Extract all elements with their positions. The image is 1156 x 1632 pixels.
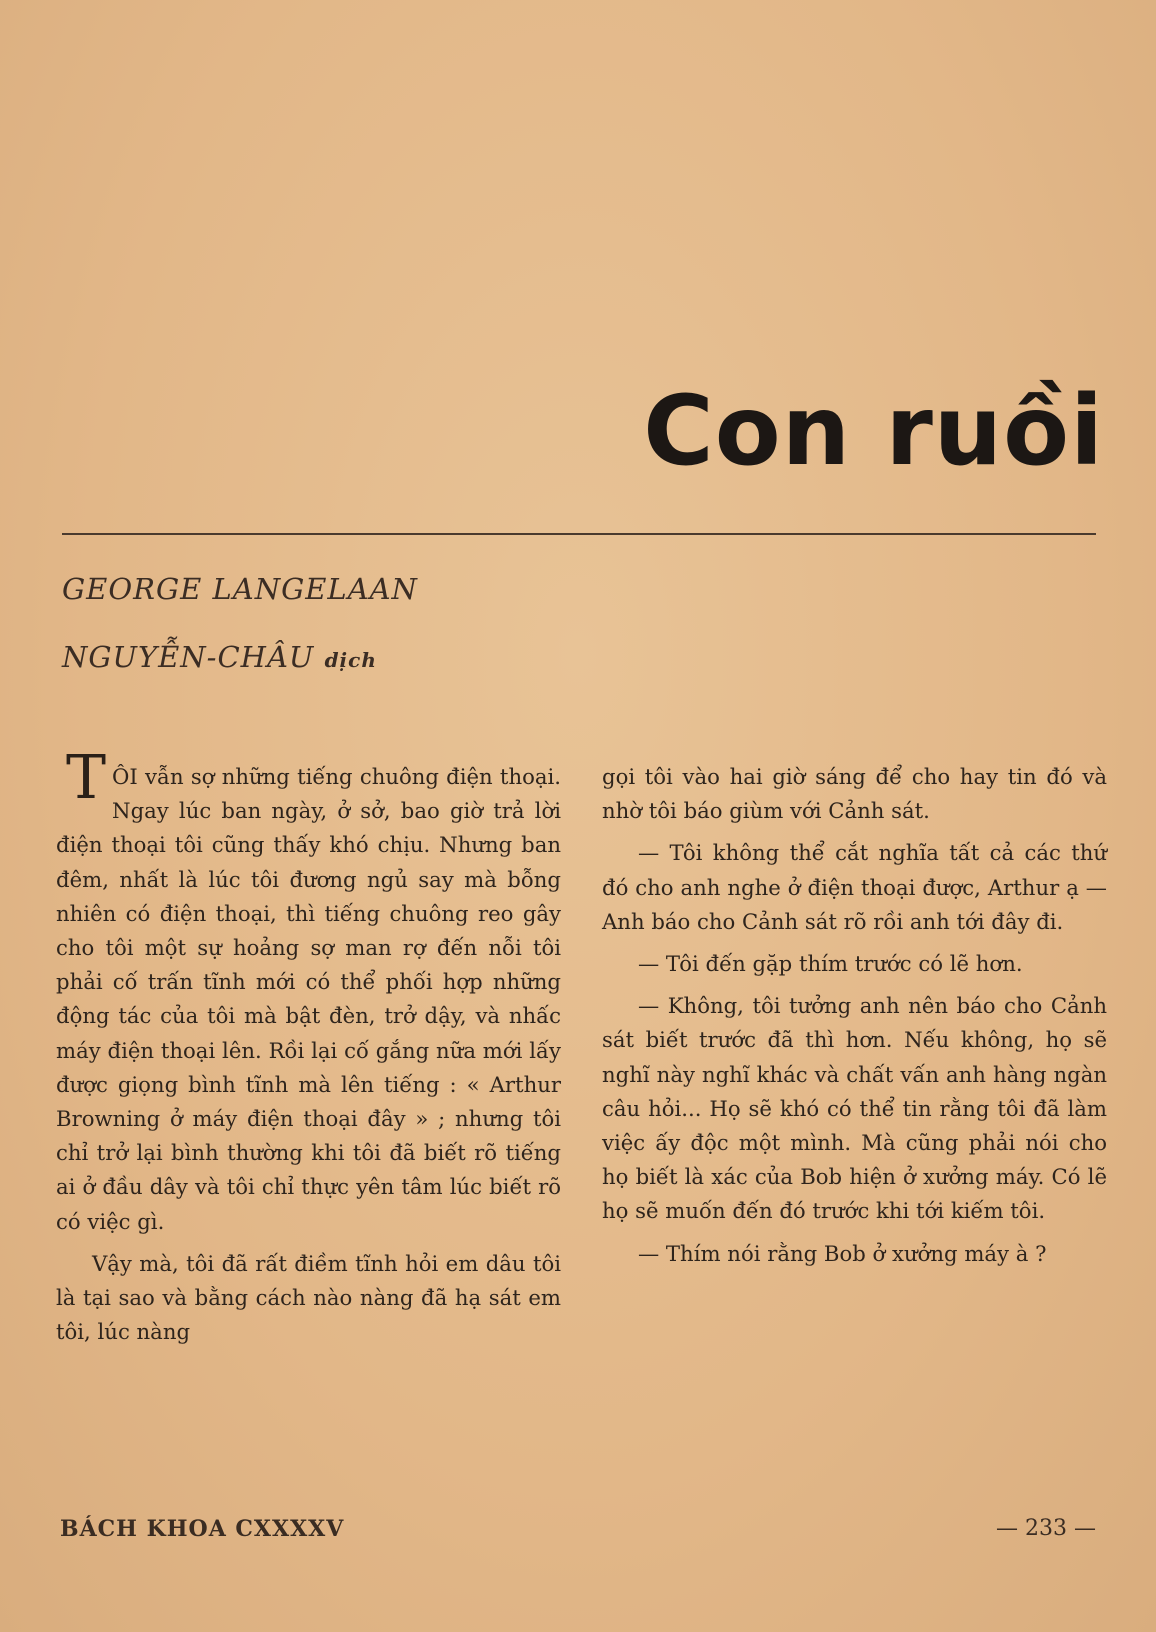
paragraph-text: ÔI vẫn sợ những tiếng chuông điện thoại. Ngay lúc ban ngày, ở sở, bao giờ trả lời điện thoại tôi cũng thấy khó chịu. Nhưng ban đêm, nhất là lúc tôi đương ngủ say mà bỗng nhiên có điện thoại, thì tiếng chuông reo gây cho tôi một sự hoảng sợ man rợ đến nỗi tôi phải cố trấn tĩnh mới có thể phối hợp những động tác của tôi mà bật đèn, trở dậy, và nhấc máy điện thoại lên. Rồi lại cố gắng nữa mới lấy được giọng bình tĩnh mà lên tiếng : « Arthur Browning ở máy điện thoại đây » ; nhưng tôi chỉ trở lại bình thường khi tôi đã biết rõ tiếng ai ở đầu dây và tôi chỉ thực yên tâm lúc biết rõ có việc gì.: [56, 764, 561, 1234]
page-number: — 233 —: [996, 1516, 1096, 1541]
translator-suffix: dịch: [324, 648, 377, 672]
paragraph: — Tôi đến gặp thím trước có lẽ hơn.: [638, 951, 1023, 977]
drop-cap: T: [66, 743, 107, 813]
paragraph: — Thím nói rằng Bob ở xưởng máy à ?: [638, 1240, 1047, 1266]
paragraph: — Không, tôi tưởng anh nên báo cho Cảnh sát biết trước đã thì hơn. Nếu không, họ sẽ nghĩ này nghĩ khác và chất vấn anh hàng ngàn câu hỏi... Họ sẽ khó có thể tin rằng tôi đã làm việc ấy độc một mình. Mà cũng phải nói cho họ biết là xác của Bob hiện ở xưởng máy. Có lẽ họ sẽ muốn đến đó trước khi tới kiếm tôi.: [602, 993, 1107, 1224]
translator-name: NGUYỄN-CHÂU: [62, 640, 315, 674]
translator-line: [62, 640, 377, 674]
paragraph: Vậy mà, tôi đã rất điềm tĩnh hỏi em dâu tôi là tại sao và bằng cách nào nàng đã hạ sát em tôi, lúc nàng: [56, 1250, 561, 1345]
publication-name: BÁCH KHOA CXXXXV: [60, 1516, 345, 1542]
article-title: Con ruồi: [643, 375, 1104, 487]
title-divider: [62, 533, 1096, 535]
paragraph: gọi tôi vào hai giờ sáng để cho hay tin đó và nhờ tôi báo giùm với Cảnh sát.: [602, 764, 1107, 824]
left-column: [56, 743, 561, 1357]
paragraph: — Tôi không thể cắt nghĩa tất cả các thứ đó cho anh nghe ở điện thoại được, Arthur ạ — Anh báo cho Cảnh sát rõ rồi anh tới đây đi.: [602, 840, 1107, 934]
paragraph: [56, 743, 561, 1239]
author-name: GEORGE LANGELAAN: [62, 572, 418, 606]
right-column: [602, 760, 1107, 1279]
